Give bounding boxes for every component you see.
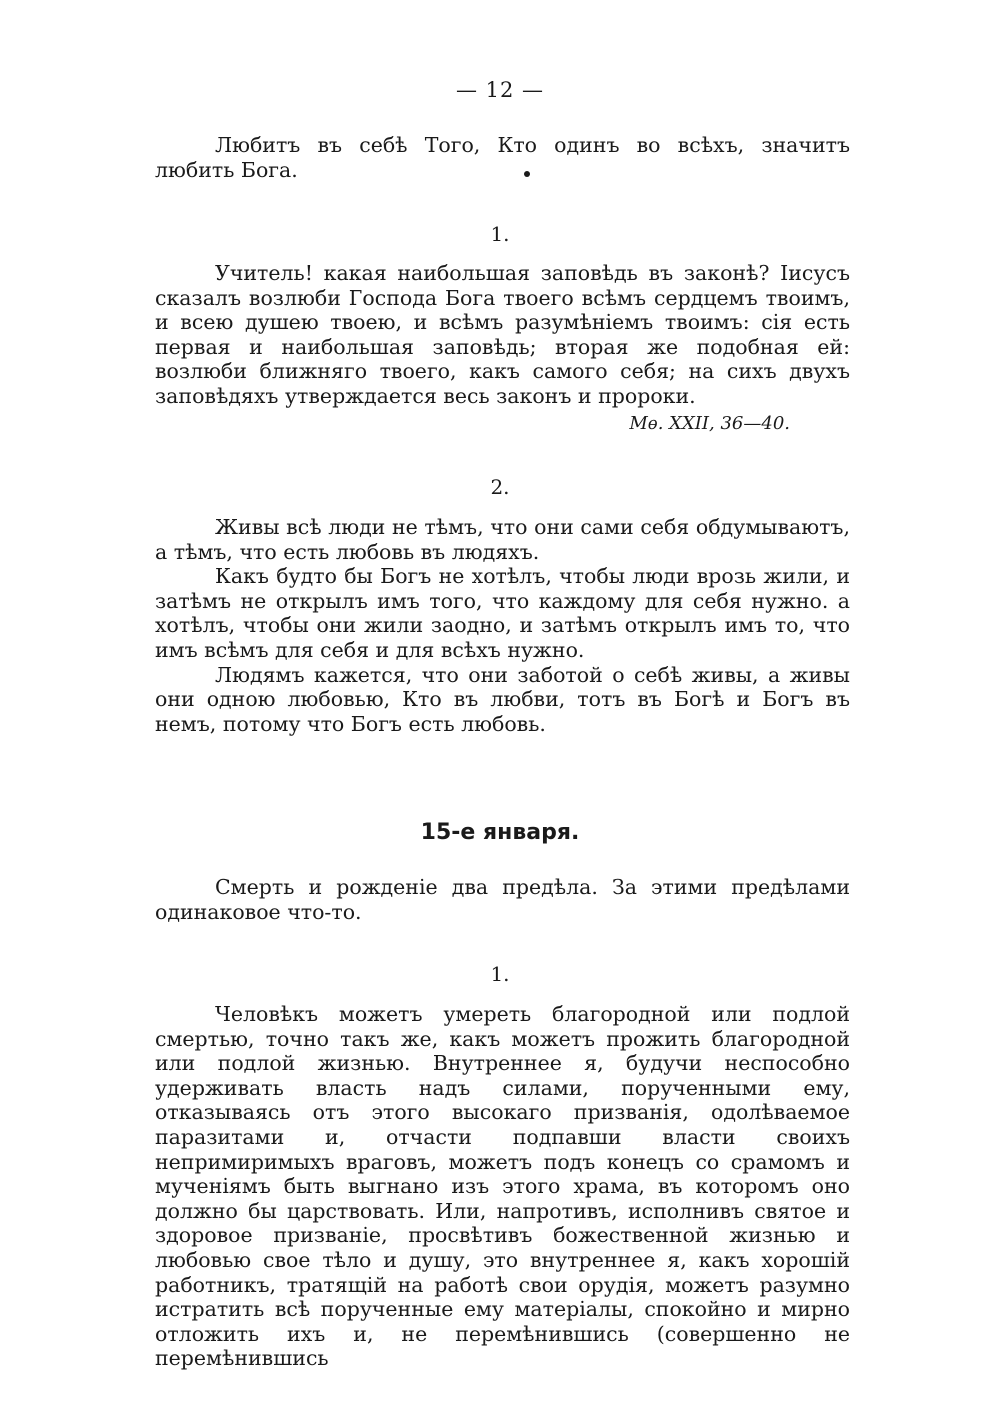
- epigraph-jan15: [155, 875, 850, 925]
- epigraph-text: Смерть и рожденіе два предѣла. За этими предѣлами одинаковое что-то.: [155, 875, 850, 924]
- stray-mark: [524, 171, 530, 177]
- epigraph-jan14: [155, 133, 850, 183]
- section-number: 1.: [490, 962, 510, 986]
- paragraph: Какъ будто бы Богъ не хотѣлъ, чтобы люди врозь жили, и затѣмъ не открылъ имъ того, что каждому для себя нужно. а хотѣлъ, чтобы они жили заодно, и затѣмъ открылъ имъ то, что имъ всѣмъ для себя и для всѣхъ нужно.: [155, 564, 850, 662]
- date-heading: 15-е января.: [420, 820, 580, 845]
- scripture-reference: Мѳ. XXII, 36—40.: [629, 413, 790, 434]
- quote-paragraph: Учитель! какая наибольшая заповѣдь въ законѣ? Іисусъ сказалъ возлюби Господа Бога твоего всѣмъ сердцемъ твоимъ, и всею душею твоею, и всѣмъ разумѣніемъ твоимъ: сія есть первая и наибольшая заповѣдь; вторая же подобная ей: возлюби ближняго твоего, какъ самого себя; на сихъ двухъ заповѣдяхъ утверждается весь законъ и пророки.: [155, 261, 850, 408]
- section-body: [155, 1002, 850, 1371]
- section-body: [155, 261, 850, 409]
- paragraph: Людямъ кажется, что они заботой о себѣ живы, а живы они одною любовью, Кто въ любви, тотъ въ Богѣ и Богъ въ немъ, потому что Богъ есть любовь.: [155, 662, 850, 736]
- epigraph-text: Любитъ въ себѣ Того, Кто одинъ во всѣхъ, значитъ любить Бога.: [155, 133, 850, 182]
- paragraph: Живы всѣ люди не тѣмъ, что они сами себя обдумываютъ, а тѣмъ, что есть любовь въ людяхъ.: [155, 515, 850, 564]
- paragraph: Человѣкъ можетъ умереть благородной или подлой смертью, точно такъ же, какъ можетъ прожить благородной или подлой жизнью. Внутреннее я, будучи неспособно удерживать власть надъ силами, порученными ему, отказываясь отъ этого высокаго призванія, одолѣваемое паразитами и, отчасти подпавши власти своихъ непримиримыхъ враговъ, можетъ подъ конецъ со срамомъ и мученіямъ быть выгнано изъ этого храма, въ которомъ оно должно бы царствовать. Или, напротивъ, исполнивъ святое и здоровое призваніе, просвѣтивъ божественной жизнью и любовью свое тѣло и душу, это внутреннее я, какъ хорошій работникъ, тратящій на работѣ свои орудія, можетъ разумно истратить всѣ порученные ему матеріалы, спокойно и мирно отложить ихъ и, не перемѣнившись (совершенно не перемѣнившись: [155, 1002, 850, 1371]
- section-number: 2.: [490, 475, 510, 499]
- section-body: [155, 515, 850, 736]
- section-number: 1.: [490, 222, 510, 246]
- page-number: — 12 —: [455, 78, 545, 102]
